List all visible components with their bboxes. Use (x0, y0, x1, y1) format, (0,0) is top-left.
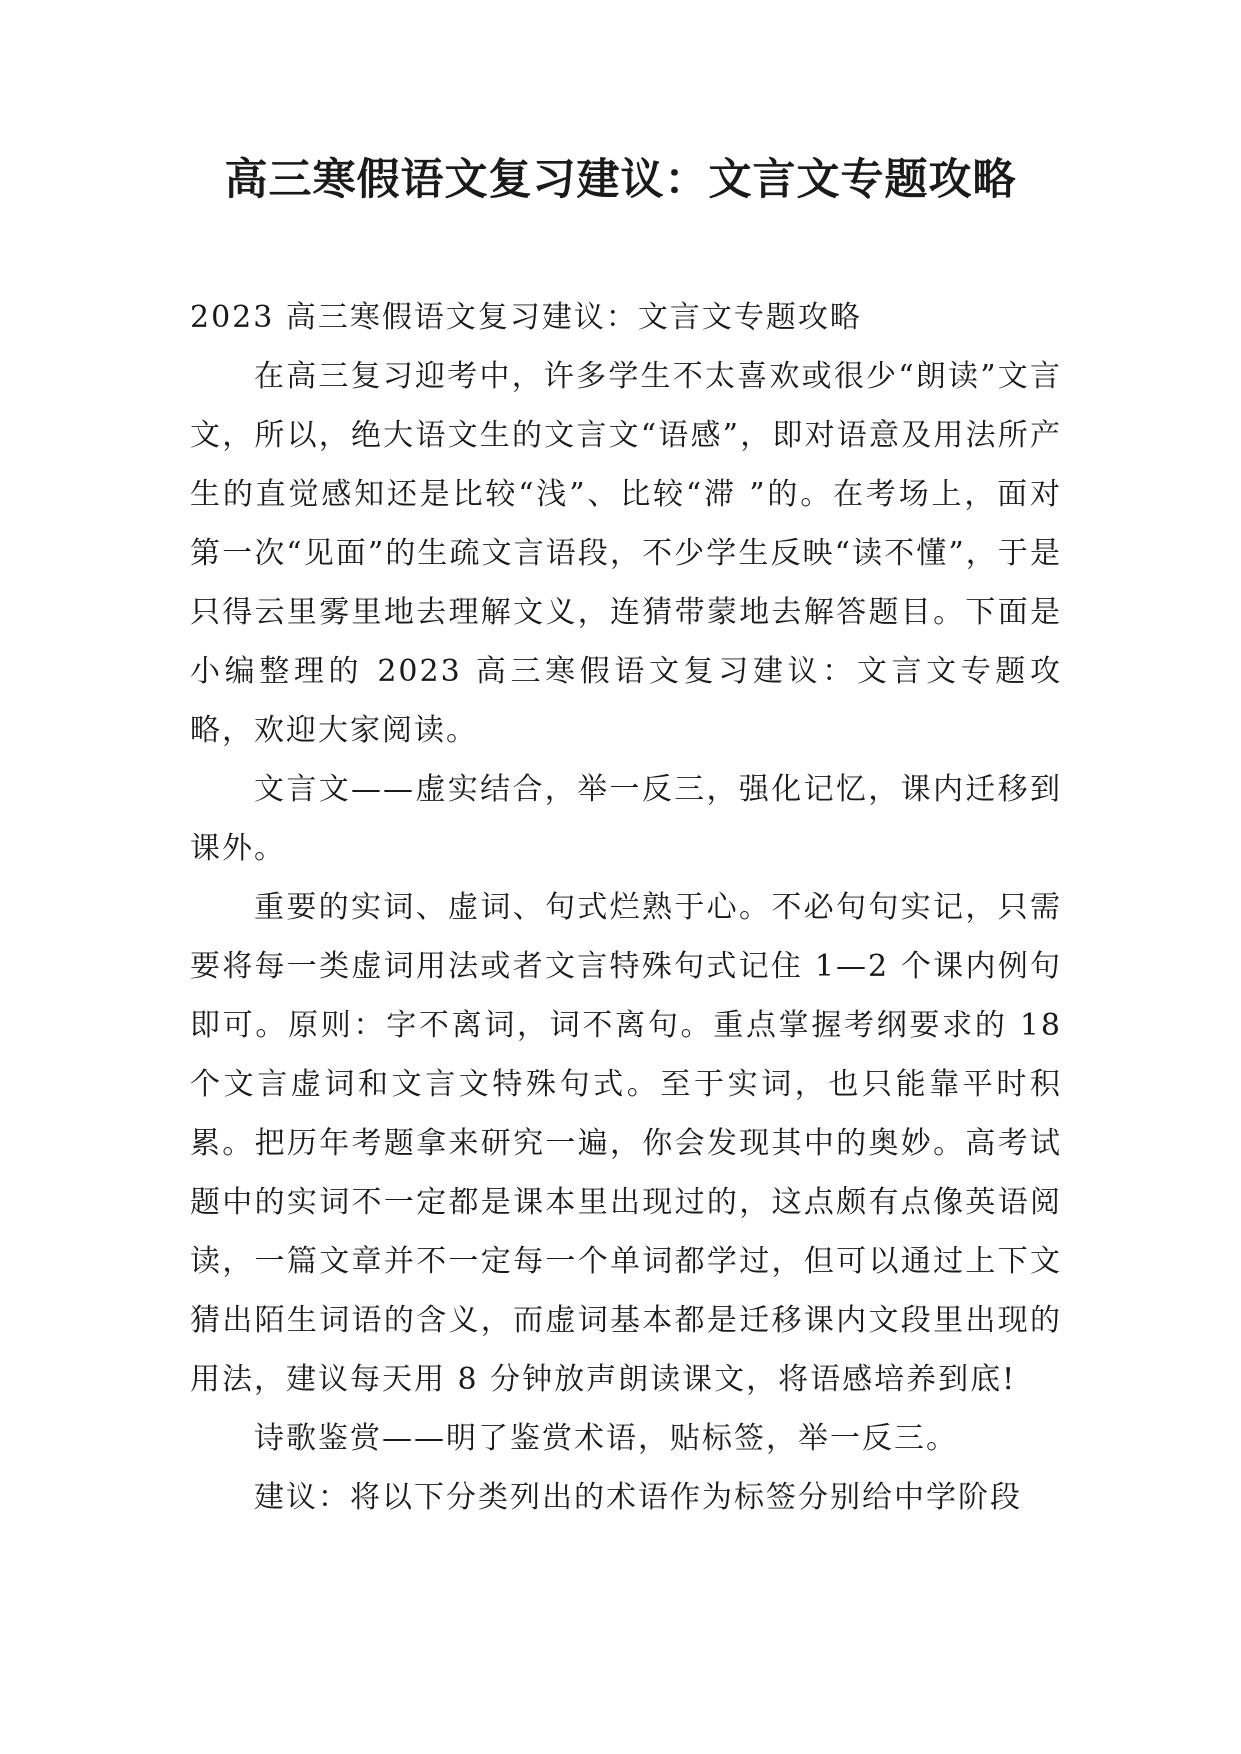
document-title: 高三寒假语文复习建议：文言文专题攻略 (224, 155, 1017, 205)
paragraph-intro: 在高三复习迎考中，许多学生不太喜欢或很少“朗读”文言文，所以，绝大语文生的文言文“语感”，即对语意及用法所产生的直觉感知还是比较“浅”、比较“滞 ”的。在考场上，面对第一次“见面”的生疏文言语段，不少学生反映“读不懂”，于是只得云里雾里地去理解文义，连猜带蒙地去解答题目。下面是小编整理的 2023 高三寒假语文复习建议：文言文专题攻略，欢迎大家阅读。 (190, 359, 1062, 748)
paragraph-poetry-advice: 建议：将以下分类列出的术语作为标签分别给中学阶段 (254, 1480, 1022, 1515)
paragraph-classical-chinese-heading: 文言文——虚实结合，举一反三，强化记忆，课内迁移到课外。 (190, 772, 1062, 866)
document-body (190, 288, 1062, 1527)
paragraph-classical-chinese-body: 重要的实词、虚词、句式烂熟于心。不必句句实记，只需要将每一类虚词用法或者文言特殊句式记住 1—2 个课内例句即可。原则：字不离词，词不离句。重点掌握考纲要求的 18 个文言虚词和文言文特殊句式。至于实词，也只能靠平时积累。把历年考题拿来研究一遍，你会发现其中的奥妙。高考试题中的实词不一定都是课本里出现过的，这点颇有点像英语阅读，一篇文章并不一定每一个单词都学过，但可以通过上下文猜出陌生词语的含义，而虚词基本都是迁移课内文段里出现的用法，建议每天用 8 分钟放声朗读课文，将语感培养到底! (190, 890, 1062, 1397)
document-subtitle: 2023 高三寒假语文复习建议：文言文专题攻略 (190, 300, 862, 335)
paragraph-poetry-heading: 诗歌鉴赏——明了鉴赏术语，贴标签，举一反三。 (254, 1421, 958, 1456)
